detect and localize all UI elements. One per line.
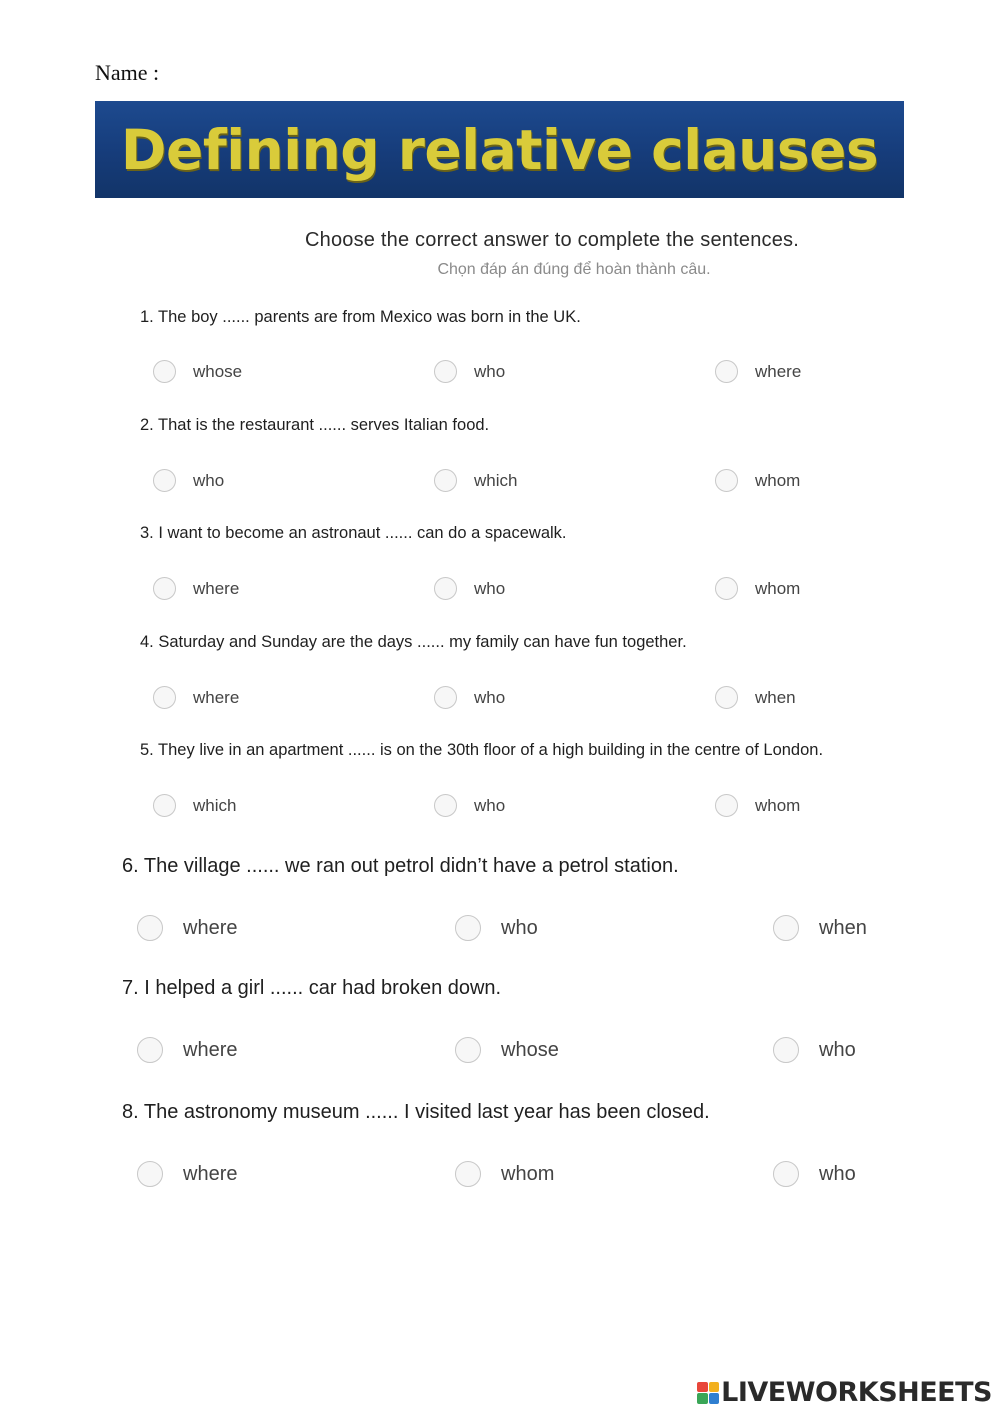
radio-button[interactable] — [715, 794, 738, 817]
radio-button[interactable] — [773, 1037, 799, 1063]
question-5: 5. They live in an apartment ...... is on the 30th floor of a high building in the centre of London. — [140, 741, 824, 759]
radio-button[interactable] — [715, 577, 738, 600]
radio-button[interactable] — [773, 915, 799, 941]
radio-button[interactable] — [153, 686, 176, 709]
option-2a[interactable]: who — [153, 469, 224, 492]
worksheet-title: Defining relative clauses — [120, 117, 879, 182]
option-5b[interactable]: who — [434, 794, 505, 817]
question-1: 1. The boy ...... parents are from Mexico was born in the UK. — [140, 308, 581, 326]
option-6a[interactable]: where — [137, 915, 237, 941]
option-3a[interactable]: where — [153, 577, 239, 600]
option-3b[interactable]: who — [434, 577, 505, 600]
liveworksheets-logo-text: LIVEWORKSHEETS — [721, 1377, 992, 1408]
option-5c[interactable]: whom — [715, 794, 800, 817]
option-6b[interactable]: who — [455, 915, 538, 941]
option-3c[interactable]: whom — [715, 577, 800, 600]
option-7b[interactable]: whose — [455, 1037, 559, 1063]
option-4a[interactable]: where — [153, 686, 239, 709]
instruction-vietnamese: Chọn đáp án đúng để hoàn thành câu. — [437, 261, 711, 278]
option-8a[interactable]: where — [137, 1161, 237, 1187]
option-4c[interactable]: when — [715, 686, 796, 709]
option-1a[interactable]: whose — [153, 360, 242, 383]
radio-button[interactable] — [434, 577, 457, 600]
question-8: 8. The astronomy museum ...... I visited last year has been closed. — [122, 1101, 710, 1123]
title-banner — [95, 101, 904, 198]
liveworksheets-logo[interactable] — [697, 1377, 992, 1408]
radio-button[interactable] — [434, 469, 457, 492]
option-1b[interactable]: who — [434, 360, 505, 383]
radio-button[interactable] — [455, 1037, 481, 1063]
radio-button[interactable] — [434, 794, 457, 817]
radio-button[interactable] — [434, 360, 457, 383]
option-7a[interactable]: where — [137, 1037, 237, 1063]
radio-button[interactable] — [715, 686, 738, 709]
radio-button[interactable] — [455, 915, 481, 941]
option-2b[interactable]: which — [434, 469, 517, 492]
radio-button[interactable] — [137, 915, 163, 941]
option-7c[interactable]: who — [773, 1037, 856, 1063]
option-5a[interactable]: which — [153, 794, 236, 817]
question-3: 3. I want to become an astronaut ...... can do a spacewalk. — [140, 524, 567, 542]
option-8b[interactable]: whom — [455, 1161, 554, 1187]
radio-button[interactable] — [715, 360, 738, 383]
option-4b[interactable]: who — [434, 686, 505, 709]
question-4: 4. Saturday and Sunday are the days ...... my family can have fun together. — [140, 633, 687, 651]
instruction-english: Choose the correct answer to complete the sentences. — [305, 229, 799, 251]
radio-button[interactable] — [455, 1161, 481, 1187]
question-6: 6. The village ...... we ran out petrol didn’t have a petrol station. — [122, 855, 679, 877]
question-2: 2. That is the restaurant ...... serves Italian food. — [140, 416, 490, 434]
radio-button[interactable] — [715, 469, 738, 492]
option-1c[interactable]: where — [715, 360, 801, 383]
radio-button[interactable] — [153, 469, 176, 492]
radio-button[interactable] — [153, 577, 176, 600]
liveworksheets-logo-icon — [697, 1382, 719, 1404]
radio-button[interactable] — [153, 360, 176, 383]
name-label: Name : — [95, 60, 160, 85]
radio-button[interactable] — [137, 1161, 163, 1187]
radio-button[interactable] — [137, 1037, 163, 1063]
option-8c[interactable]: who — [773, 1161, 856, 1187]
radio-button[interactable] — [434, 686, 457, 709]
radio-button[interactable] — [153, 794, 176, 817]
question-7: 7. I helped a girl ...... car had broken down. — [122, 977, 502, 999]
option-6c[interactable]: when — [773, 915, 867, 941]
radio-button[interactable] — [773, 1161, 799, 1187]
option-2c[interactable]: whom — [715, 469, 800, 492]
